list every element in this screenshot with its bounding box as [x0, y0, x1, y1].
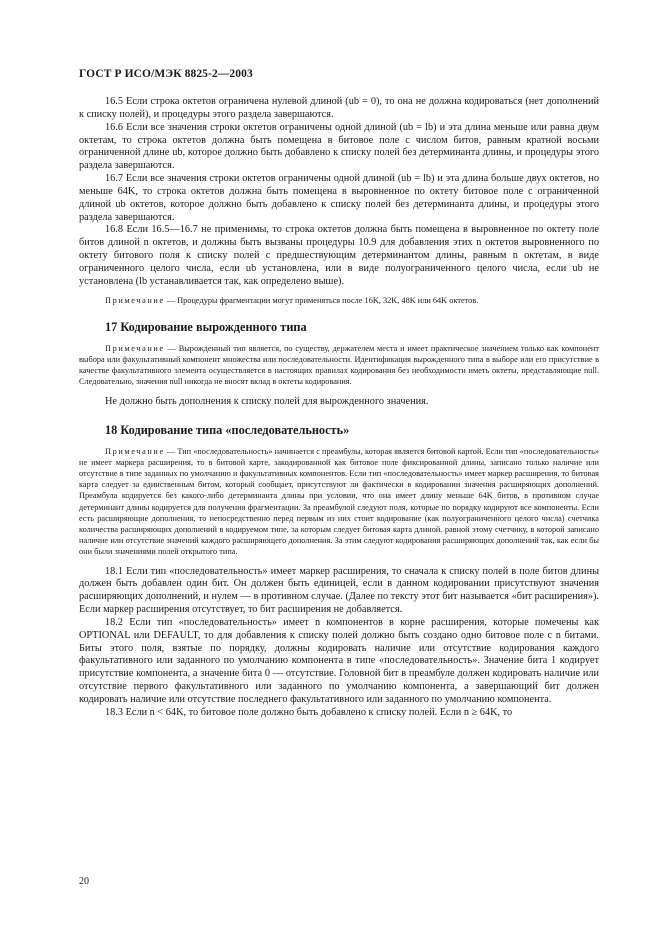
paragraph-16-6: 16.6 Если все значения строки октетов ограничены одной длиной (ub = lb) и эта длина меньше или равна двум октетам, то строка октетов должна быть помещена в битовое поле с числом битов, равным кратной восьми ограниченной длине ub, которое должно быть добавлено к списку полей без детерминанта длины, и процедуры этого раздела завершаются.	[79, 121, 599, 172]
page-number: 20	[79, 876, 89, 887]
note-label: Примечание	[105, 295, 165, 305]
note-label: Примечание	[105, 343, 165, 353]
note-17	[79, 343, 599, 388]
page-content	[79, 96, 599, 720]
paragraph-18-1: 18.1 Если тип «последовательность» имеет маркер расширения, то сначала к списку полей в поле битов длины должен быть добавлен один бит. Он должен быть единицей, если в данном кодировании присутствуют значения расширяющих дополнений, и нулем — в противном случае. (Далее по тексту этот бит называется «бит расширения»). Если маркер расширения отсутствует, то бит расширения не добавляется.	[79, 565, 599, 616]
note-16-text: — Процедуры фрагментации могут применяться после 16K, 32K, 48K или 64K октетов.	[164, 295, 479, 305]
note-label: Примечание	[105, 446, 165, 456]
paragraph-18-3: 18.3 Если n < 64K, то битовое поле должно быть добавлено к списку полей. Если n ≥ 64K, то	[105, 706, 513, 718]
paragraph-16-8: 16.8 Если 16.5—16.7 не применимы, то строка октетов должна быть помещена в выровненное по октету поле битов длиной n октетов, и должны быть вызваны процедуры 10.9 для добавления этих n октетов выровненного по октету битового поля к списку полей с предшествующим детерминантом длины, равным n октетам, в виде ограниченного целого числа, если ub установлена, или в виде полуограниченного целого числа, если ub не установлена (lb устанавливается так, как определено выше).	[79, 224, 599, 287]
note-17-text: — Вырожденный тип является, по существу, держателем места и имеет практическое значением только как компонент выбора или факультативный компонент множества или последовательности. Идентификация вырожденного типа в выборе или его присутствие в качестве факультативного элемента осуществляется в настоящих правилах кодирования без необходимости иметь октеты, представляющие null. Следовательно, значения null никогда не вносят вклад в октеты кодирования.	[79, 343, 599, 387]
paragraph-17: Не должно быть дополнения к списку полей для вырожденного значения.	[105, 395, 429, 407]
section-18-title: 18 Кодирование типа «последовательность»	[105, 422, 350, 437]
section-17-title: 17 Кодирование вырожденного типа	[105, 319, 307, 334]
document-header: ГОСТ Р ИСО/МЭК 8825-2—2003	[79, 68, 253, 80]
note-16	[79, 295, 599, 306]
paragraph-18-2: 18.2 Если тип «последовательность» имеет n компонентов в корне расширения, которые помечены как OPTIONAL или DEFAULT, то для добавления к списку полей должно быть создано одно битовое поле с n битами. Биты этого поля, взятые по порядку, должны кодировать наличие или отсутствие кодирования каждого факультативного или заданного по умолчанию компонента в типе «последовательность». Значение бита 1 кодирует присутствие компонента, а значение бита 0 — отсутствие. Головной бит в преамбуле должен кодировать наличие или отсутствие первого факультативного или заданного по умолчанию компонента, а завершающий бит должен кодировать наличие или отсутствие последнего факультативного или заданного по умолчанию компонента.	[79, 616, 599, 705]
note-18	[79, 446, 599, 558]
note-18-text: — Тип «последовательность» начинается с преамбулы, которая является битовой картой. Если тип «последовательность» не имеет маркера расширения, то в битовой карте, закодированной как битовое поле фиксированной длины, записано только наличие или отсутствие в типе заданных по умолчанию и факультативных компонентов. Если тип «последовательность» имеет маркер расширения, то битовая карта следует за единственным битом, который сообщает, присутствуют ли фактически в кодировании значения расширяющих дополнений. Преамбула кодируется без какого-либо детерминанта длины при условии, что она имеет длину меньше 64K битов, в противном случае детерминант длины кодируется для получения фрагментации. За преамбулой следуют поля, которые по порядку кодируют все компоненты. Если есть расширяющие дополнения, то непосредственно перед первым из них стоит кодирование (как полуограниченного целого числа) счетчика количества расширяющих дополнений в кодируемом типе, за которым следует битовая карта длиной. равной этому счетчику, в которой записано наличие или отсутствие значений каждого расширяющего дополнения. За этим следуют кодирования расширяющих дополнений так, как если бы они были значениями полей открытого типа.	[79, 446, 599, 557]
paragraph-16-5: 16.5 Если строка октетов ограничена нулевой длиной (ub = 0), то она не должна кодироваться (нет дополнений к списку полей), и процедуры этого раздела завершаются.	[79, 96, 599, 120]
paragraph-16-7: 16.7 Если все значения строки октетов ограничены одной длиной (ub = lb) и эта длина больше двух октетов, но меньше 64K, то строка октетов должна быть помещена в выровненное по октету битовое поле с ограниченной длиной ub октетов, которое должно быть добавлено к списку полей без детерминанта длины, и процедуры этого раздела завершаются.	[79, 173, 599, 223]
